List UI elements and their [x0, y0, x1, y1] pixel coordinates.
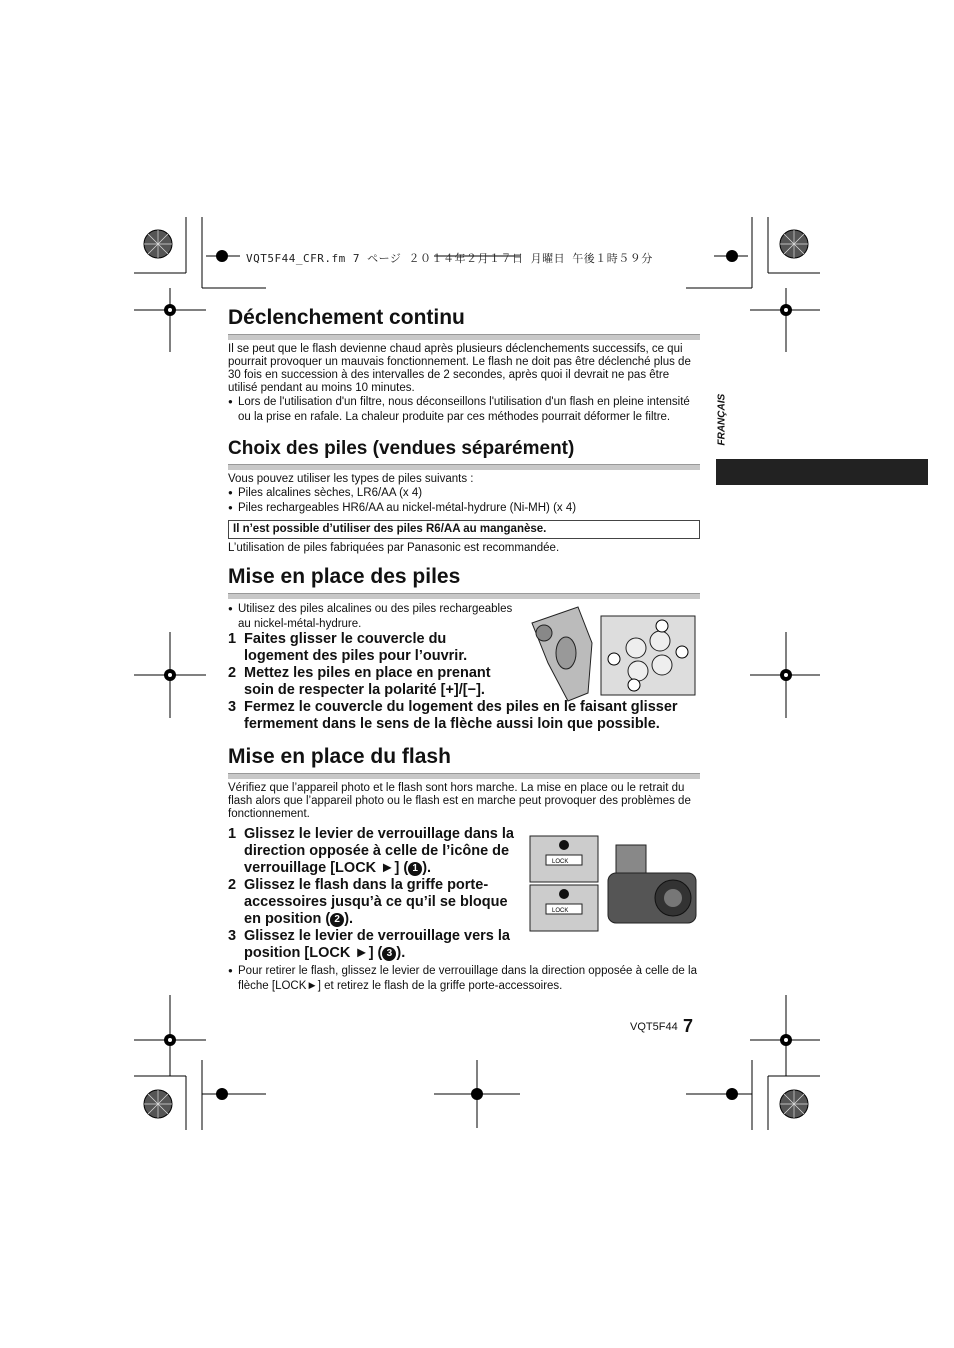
section-rule: [228, 593, 700, 599]
step-item: 1 Faites glisser le couvercle du logement des piles pour l’ouvrir.: [228, 631, 468, 664]
section-title-mise-piles: Mise en place des piles: [228, 565, 461, 588]
language-label: FRANÇAIS: [716, 393, 728, 446]
lock-label-1: LOCK: [552, 859, 569, 865]
page-number: 7: [683, 1016, 694, 1036]
step-item: 3 Glissez le levier de verrouillage vers la position [LOCK ►] ( 3 ).: [228, 928, 510, 961]
continu-bullet: ● Lors de l'utilisation d'un filtre, nous déconseillons l'utilisation d'un flash en pleine intensité ou la prise en rafale. La chaleur produite par ces méthodes pourrait déformer le filtre.: [228, 395, 700, 424]
piles-bullet-1: ● Piles alcalines sèches, LR6/AA (x 4): [228, 486, 700, 501]
step-item: 1 Glissez le levier de verrouillage dans la direction opposée à celle de l’icône de verrouillage [LOCK ►] ( 1 ).: [228, 826, 514, 876]
flash-mount-illustration: [528, 835, 700, 932]
section-rule: [228, 773, 700, 779]
section-title-mise-flash: Mise en place du flash: [228, 745, 451, 768]
step-item: 3 Fermez le couvercle du logement des piles en le faisant glisser fermement dans le sens de la flèche aussi loin que possible.: [228, 699, 678, 732]
mise-piles-bullet: ● Utilisez des piles alcalines ou des piles rechargeables au nickel-métal-hydrure.: [228, 602, 518, 631]
battery-illustration: [528, 603, 698, 703]
step-item: 2 Glissez le flash dans la griffe porte-accessoires jusqu’à ce qu’il se bloque en position ( 2 ).: [228, 877, 508, 927]
section-rule: [228, 464, 700, 470]
piles-bullet-2: ● Piles rechargeables HR6/AA au nickel-métal-hydrure (Ni-MH) (x 4): [228, 501, 700, 516]
language-tab-bar: [716, 459, 928, 485]
section-title-piles: Choix des piles (vendues séparément): [228, 438, 575, 459]
piles-warning-box: Il n’est possible d’utiliser des piles R6/AA au manganèse.: [228, 520, 700, 539]
piles-intro: Vous pouvez utiliser les types de piles suivants :: [228, 473, 474, 485]
mise-flash-bullet: ● Pour retirer le flash, glissez le levier de verrouillage dans la direction opposée à celle de la flèche [LOCK►] et retirez le flash de la griffe porte-accessoires.: [228, 964, 700, 993]
piles-note: L’utilisation de piles fabriquées par Panasonic est recommandée.: [228, 542, 560, 554]
continu-body: Il se peut que le flash devienne chaud après plusieurs déclenchements successifs, ce qui pourrait provoquer un mauvais fonctionnement. Le flash ne doit pas être déclenché plus de 30 fois en succession à des intervalles de 2 secondes, après quoi il devrait ne pas être utilisé pendant au moins 10 minutes.: [228, 343, 691, 394]
lock-label-2: LOCK: [552, 908, 569, 914]
step-item: 2 Mettez les piles en place en prenant soin de respecter la polarité [+]/[−].: [228, 665, 491, 698]
file-header: VQT5F44_CFR.fm 7 ページ ２０１４年２月１７日 月曜日 午後１時５９分: [246, 252, 653, 265]
section-title-continu: Déclenchement continu: [228, 306, 465, 329]
model-code: VQT5F44: [630, 1021, 678, 1033]
mise-flash-steps: [228, 826, 520, 962]
mise-flash-body: Vérifiez que l’appareil photo et le flash sont hors marche. La mise en place ou le retrait du flash alors que l’appareil photo ou le flash est en marche peut provoquer des problèmes de fonctionnement.: [228, 782, 691, 820]
section-rule: [228, 334, 700, 340]
